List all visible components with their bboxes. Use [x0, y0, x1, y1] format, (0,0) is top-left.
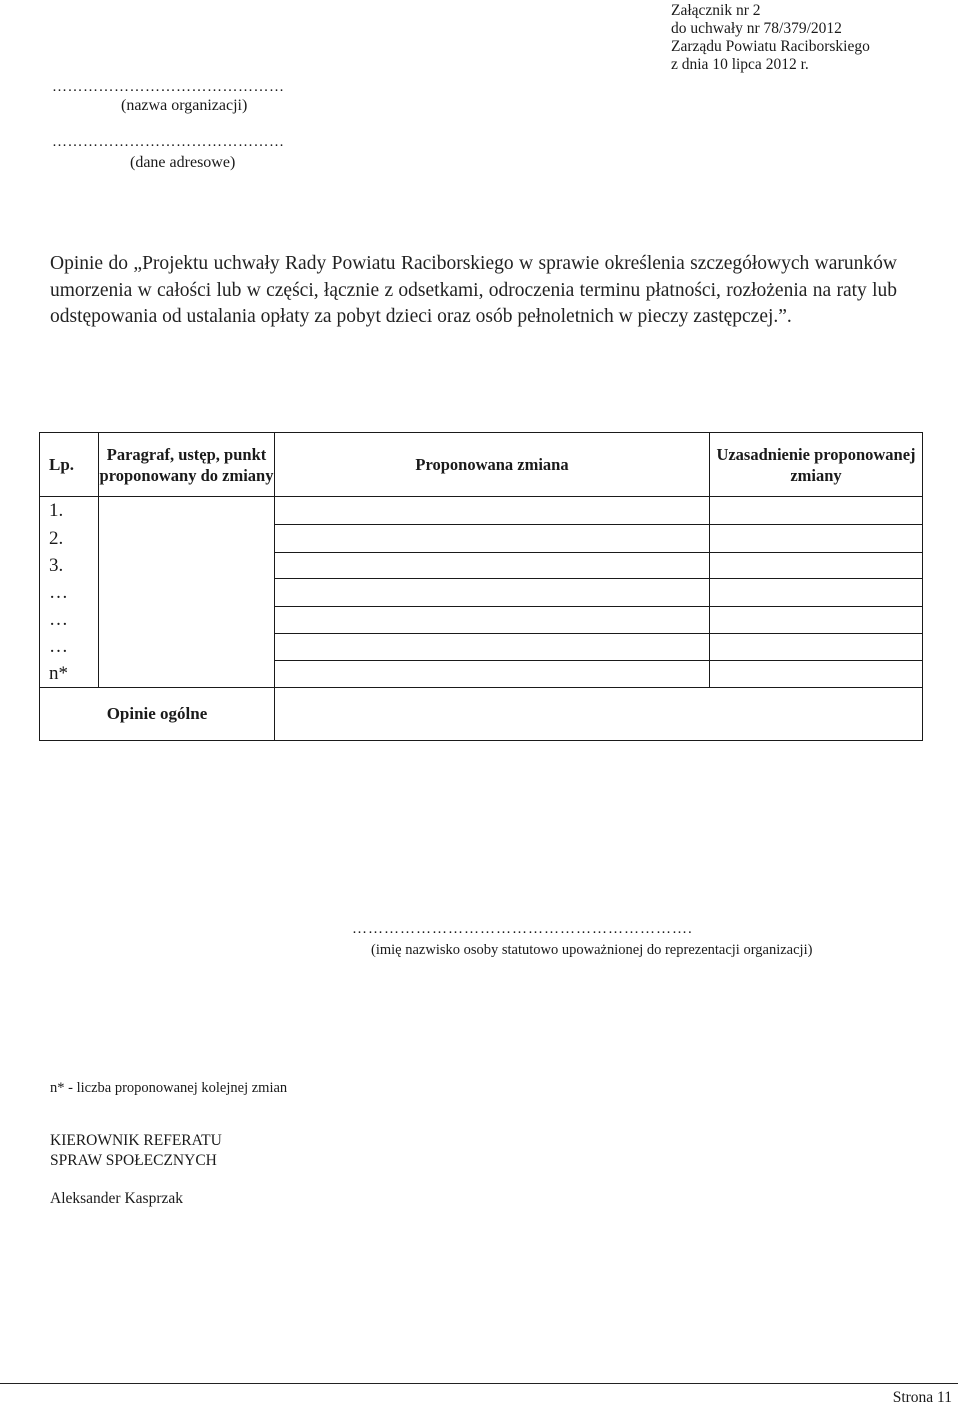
resolution-number: do uchwały nr 78/379/2012	[671, 20, 842, 37]
table-row	[40, 661, 923, 688]
justification-cell[interactable]	[710, 579, 923, 607]
proposed-change-cell[interactable]	[275, 607, 710, 634]
row-number: …	[40, 607, 99, 634]
opinion-table	[39, 432, 923, 741]
justification-cell[interactable]	[710, 661, 923, 688]
table-row	[40, 634, 923, 661]
paragraph-cell[interactable]	[99, 579, 275, 607]
intro-paragraph: Opinie do „Projektu uchwały Rady Powiatu Raciborskiego w sprawie określenia szczegółowych warunków umorzenia w całości lub w części, łącznie z odsetkami, odroczenia terminu płatności, rozłożenia na raty lub odstępowania od ustalania opłaty za pobyt dzieci oraz osób pełnoletnich w pieczy zastępczej.”.	[50, 253, 897, 327]
attachment-number: Załącznik nr 2	[671, 2, 761, 19]
office-title-line1: KIEROWNIK REFERATU	[50, 1132, 222, 1149]
paragraph-cell[interactable]	[99, 634, 275, 661]
justification-cell[interactable]	[710, 525, 923, 553]
justification-cell[interactable]	[710, 553, 923, 579]
general-opinions-label: Opinie ogólne	[40, 688, 275, 741]
header-proposed-change: Proponowana zmiana	[275, 433, 710, 497]
resolution-date: z dnia 10 lipca 2012 r.	[671, 56, 809, 73]
table-row	[40, 607, 923, 634]
row-number: 1.	[40, 497, 99, 525]
row-number: …	[40, 634, 99, 661]
proposed-change-cell[interactable]	[275, 661, 710, 688]
table-header-row	[40, 433, 923, 497]
header-lp: Lp.	[40, 433, 99, 497]
footer-divider	[0, 1383, 958, 1384]
row-number: 3.	[40, 553, 99, 579]
paragraph-cell[interactable]	[99, 553, 275, 579]
proposed-change-cell[interactable]	[275, 634, 710, 661]
table-row	[40, 553, 923, 579]
paragraph-cell[interactable]	[99, 607, 275, 634]
page-number: Strona 11	[892, 1389, 952, 1406]
general-opinions-row	[40, 688, 923, 741]
header-justification: Uzasadnienie proponowanej zmiany	[710, 433, 923, 497]
general-opinions-cell[interactable]	[275, 688, 923, 741]
issuing-body: Zarządu Powiatu Raciborskiego	[671, 38, 870, 55]
table-row	[40, 579, 923, 607]
organization-address-dots: ………………………………………	[52, 134, 285, 150]
paragraph-cell[interactable]	[99, 661, 275, 688]
justification-cell[interactable]	[710, 607, 923, 634]
organization-name-dots: ………………………………………	[52, 79, 285, 95]
organization-address-caption: (dane adresowe)	[130, 154, 236, 171]
justification-cell[interactable]	[710, 497, 923, 525]
signer-name: Aleksander Kasprzak	[50, 1190, 183, 1207]
attachment-header	[671, 2, 870, 74]
proposed-change-cell[interactable]	[275, 579, 710, 607]
paragraph-cell[interactable]	[99, 525, 275, 553]
footnote: n* - liczba proponowanej kolejnej zmian	[50, 1080, 288, 1096]
row-number: n*	[40, 661, 99, 688]
proposed-change-cell[interactable]	[275, 497, 710, 525]
justification-cell[interactable]	[710, 634, 923, 661]
table-row	[40, 497, 923, 525]
paragraph-cell[interactable]	[99, 497, 275, 525]
table-row	[40, 525, 923, 553]
office-title-line2: SPRAW SPOŁECZNYCH	[50, 1152, 217, 1169]
signature-dots: ……………………………………………………….	[352, 921, 693, 937]
proposed-change-cell[interactable]	[275, 553, 710, 579]
row-number: 2.	[40, 525, 99, 553]
header-paragraph: Paragraf, ustęp, punkt proponowany do zmiany	[99, 433, 275, 497]
office-title	[50, 1131, 222, 1171]
signature-caption: (imię nazwisko osoby statutowo upoważnionej do reprezentacji organizacji)	[371, 942, 813, 958]
proposed-change-cell[interactable]	[275, 525, 710, 553]
row-number: …	[40, 579, 99, 607]
organization-name-caption: (nazwa organizacji)	[121, 97, 248, 114]
